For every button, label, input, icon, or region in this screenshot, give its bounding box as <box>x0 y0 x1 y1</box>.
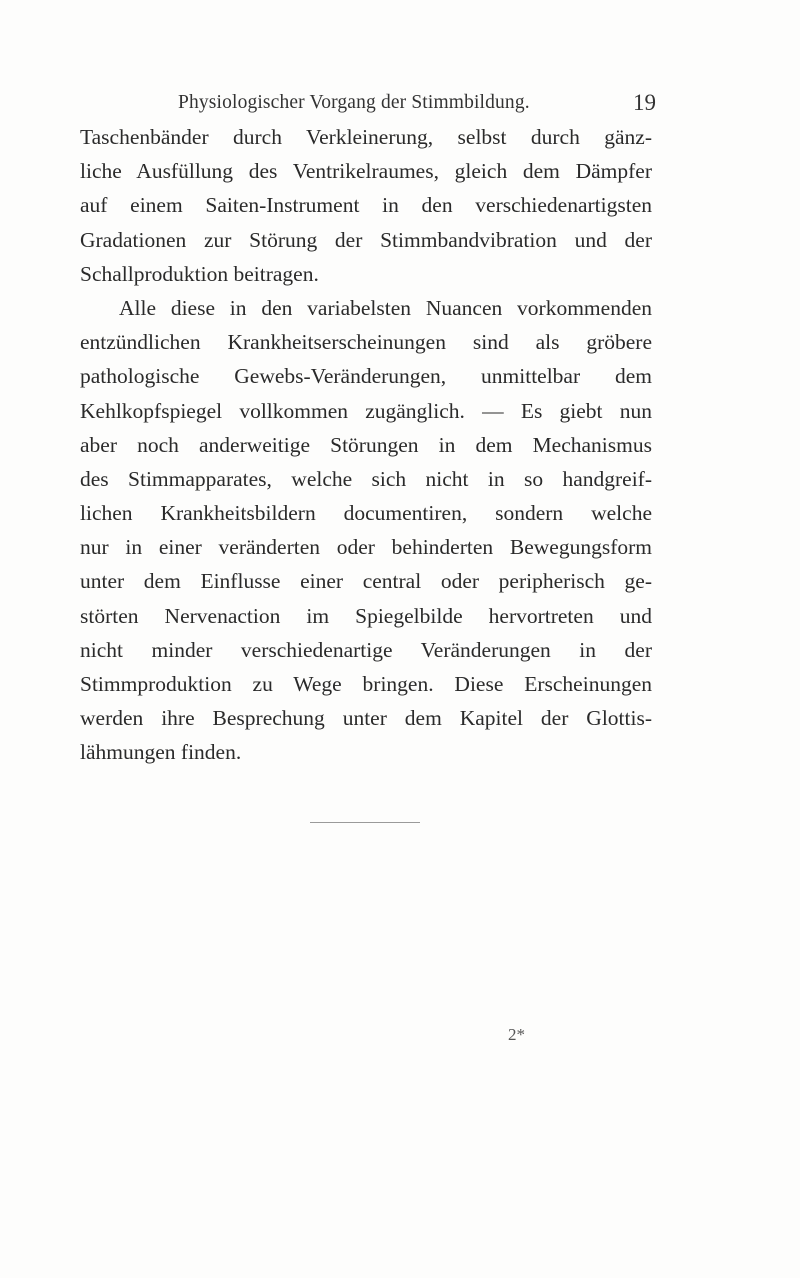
text-line: Schallproduktion beitragen. <box>80 261 319 286</box>
text-line: Stimmproduktion zu Wege bringen. Diese Erscheinungen <box>80 672 652 696</box>
text-line: Gradationen zur Störung der Stimmbandvibration und der <box>80 227 652 252</box>
text-line: des Stimmapparates, welche sich nicht in so handgreif- <box>80 466 652 491</box>
text-line: entzündlichen Krankheitserscheinungen sind als gröbere <box>80 330 652 355</box>
text-line: auf einem Saiten-Instrument in den verschiedenartigsten <box>80 193 652 218</box>
body-text <box>80 120 652 770</box>
text-line: unter dem Einflusse einer central oder peripherisch ge- <box>80 569 652 594</box>
running-header <box>178 92 656 118</box>
text-line: nur in einer veränderten oder behinderten Bewegungsform <box>80 535 652 560</box>
text-line: aber noch anderweitige Störungen in dem Mechanismus <box>80 432 652 457</box>
running-title: Physiologischer Vorgang der Stimmbildung. <box>178 92 530 113</box>
section-divider <box>310 822 420 823</box>
text-line: Kehlkopfspiegel vollkommen zugänglich. — Es giebt nun <box>80 398 652 423</box>
text-line: werden ihre Besprechung unter dem Kapitel der Glottis- <box>80 706 652 731</box>
text-line: liche Ausfüllung des Ventrikelraumes, gleich dem Dämpfer <box>80 159 652 184</box>
text-line: lähmungen finden. <box>80 740 242 765</box>
signature-mark: 2* <box>508 1025 525 1044</box>
text-line: Alle diese in den variabelsten Nuancen vorkommenden <box>119 295 652 320</box>
page-number: 19 <box>633 90 656 115</box>
text-line: nicht minder verschiedenartige Veränderungen in der <box>80 637 652 662</box>
text-line: störten Nervenaction im Spiegelbilde hervortreten und <box>80 603 652 628</box>
text-line: pathologische Gewebs-Veränderungen, unmittelbar dem <box>80 364 652 389</box>
text-line: Taschenbänder durch Verkleinerung, selbst durch gänz- <box>80 125 652 149</box>
text-line: lichen Krankheitsbildern documentiren, sondern welche <box>80 501 652 526</box>
